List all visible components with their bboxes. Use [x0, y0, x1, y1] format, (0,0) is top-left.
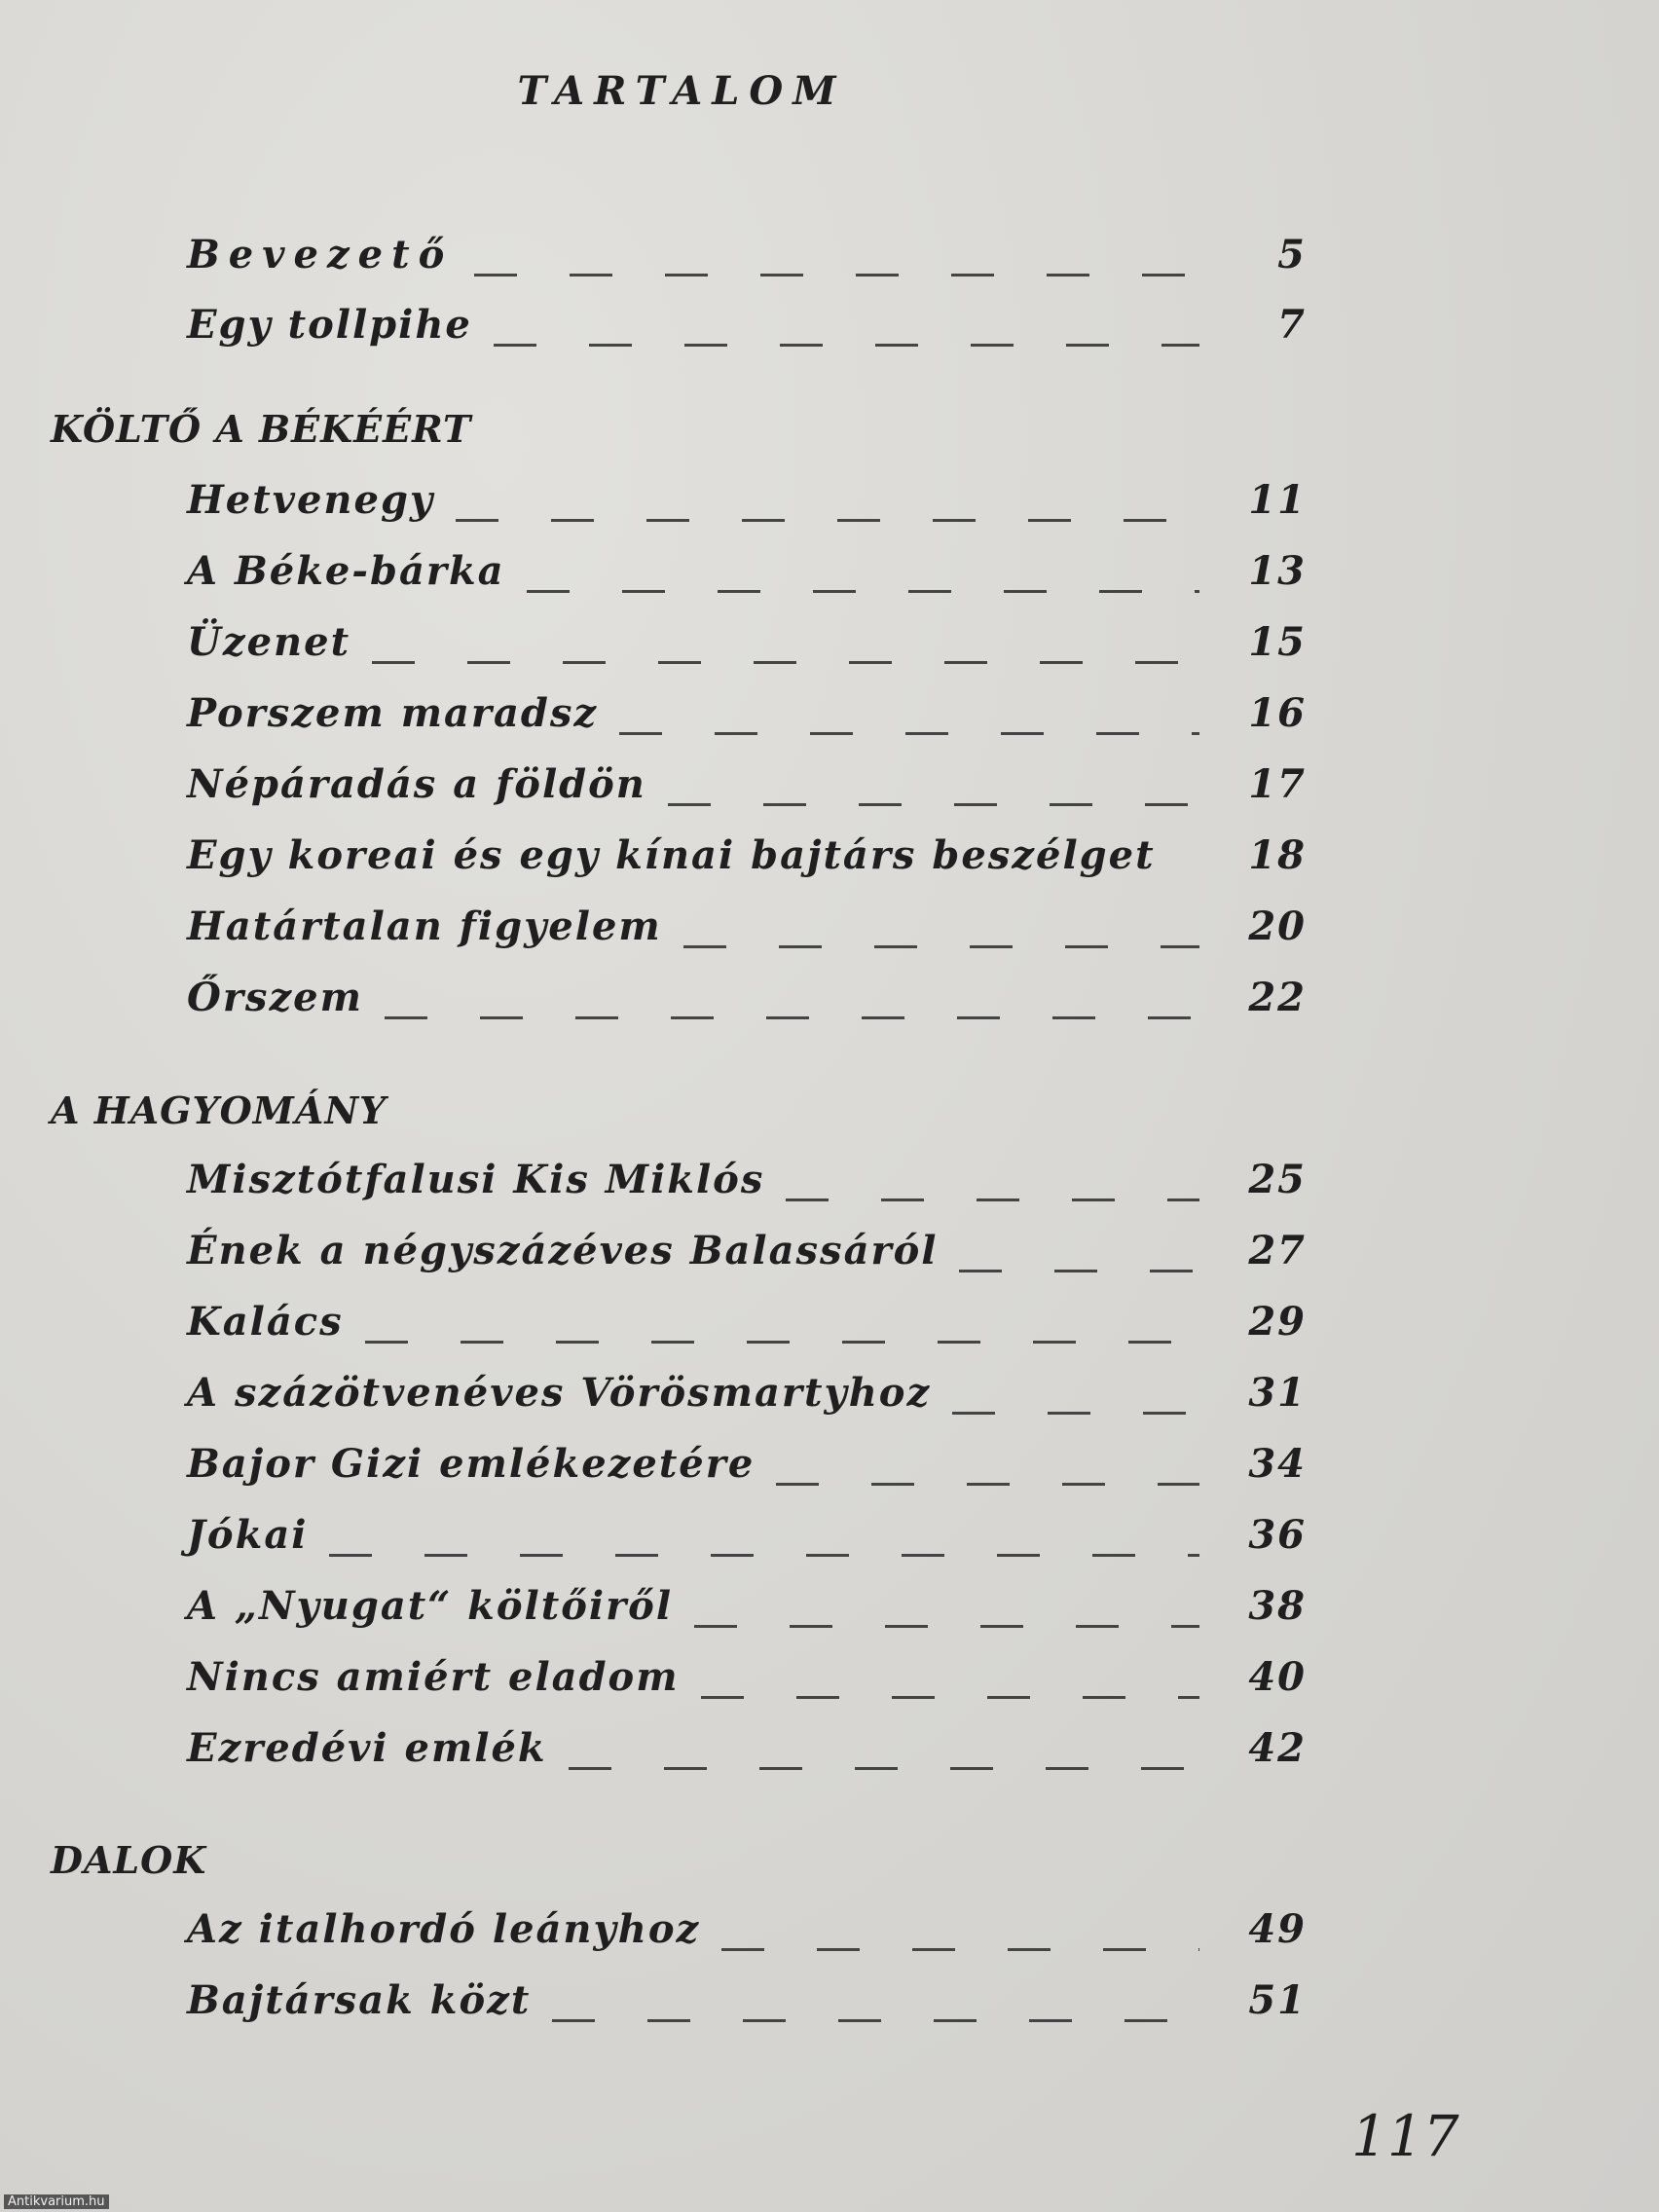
entry-page-number: 27 [1248, 1228, 1307, 1273]
toc-entry [187, 232, 1307, 286]
entry-title: Nincs amiért eladom [187, 1654, 680, 1700]
entry-page-number: 40 [1248, 1654, 1307, 1700]
toc-entry [187, 1157, 1307, 1211]
dot-leader [952, 1412, 1199, 1415]
entry-title: Üzenet [187, 619, 351, 665]
toc-entry [187, 761, 1307, 816]
dot-leader [329, 1554, 1199, 1557]
entry-page-number: 51 [1248, 1977, 1307, 2023]
dot-leader [569, 1767, 1199, 1770]
dot-leader [786, 1198, 1199, 1201]
dot-leader [474, 274, 1199, 276]
toc-entry [187, 975, 1307, 1029]
toc-entry [187, 1906, 1307, 1961]
entry-title: Ének a négyszázéves Balassáról [187, 1228, 939, 1273]
entry-page-number: 7 [1277, 302, 1307, 348]
entry-title: A százötvenéves Vörösmartyhoz [187, 1370, 932, 1416]
entry-title: A „Nyugat“ költőiről [187, 1583, 674, 1629]
toc-entry [187, 1512, 1307, 1567]
entry-title: Egy tollpihe [187, 302, 472, 348]
dot-leader [701, 1696, 1199, 1699]
dot-leader [365, 1341, 1199, 1344]
entry-title: A Béke-bárka [187, 548, 505, 594]
page-title: TARTALOM [517, 68, 846, 114]
entry-page-number: 36 [1248, 1512, 1307, 1558]
entry-page-number: 11 [1248, 477, 1307, 523]
dot-leader [494, 344, 1199, 347]
entry-page-number: 31 [1248, 1370, 1307, 1416]
toc-entry [187, 1370, 1307, 1424]
entry-title: Bajtársak közt [187, 1977, 532, 2023]
entry-page-number: 13 [1248, 548, 1307, 594]
toc-entry [187, 1299, 1307, 1353]
dot-leader [456, 519, 1199, 522]
entry-title: Bajor Gizi emlékezetére [187, 1441, 756, 1487]
entry-page-number: 16 [1248, 690, 1307, 736]
section-heading: KÖLTŐ A BÉKÉÉRT [51, 407, 472, 451]
dot-leader [694, 1625, 1199, 1628]
entry-page-number: 38 [1248, 1583, 1307, 1629]
toc-entry [187, 1654, 1307, 1709]
toc-entry [187, 903, 1307, 958]
entry-title: Ezredévi emlék [187, 1725, 547, 1771]
entry-page-number: 5 [1277, 232, 1307, 277]
entry-page-number: 18 [1248, 832, 1307, 878]
toc-entry [187, 548, 1307, 603]
dot-leader [527, 590, 1199, 593]
entry-title: Bevezető [187, 232, 454, 277]
entry-page-number: 49 [1248, 1906, 1307, 1952]
toc-entry [187, 477, 1307, 532]
dot-leader [668, 803, 1199, 806]
section-heading: DALOK [51, 1838, 207, 1882]
toc-entry [187, 619, 1307, 674]
dot-leader [385, 1016, 1199, 1019]
dot-leader [552, 2019, 1199, 2022]
entry-page-number: 29 [1248, 1299, 1307, 1345]
entry-page-number: 15 [1248, 619, 1307, 665]
section-heading: A HAGYOMÁNY [51, 1088, 387, 1132]
dot-leader [1177, 874, 1199, 877]
toc-entry [187, 1583, 1307, 1638]
dot-leader [776, 1483, 1199, 1486]
entry-title: Porszem maradsz [187, 690, 599, 736]
entry-title: Misztótfalusi Kis Miklós [187, 1157, 765, 1202]
entry-page-number: 17 [1248, 761, 1307, 807]
entry-title: Az italhordó leányhoz [187, 1906, 701, 1952]
entry-title: Hetvenegy [187, 477, 435, 523]
entry-title: Őrszem [187, 975, 363, 1020]
dot-leader [959, 1270, 1199, 1272]
entry-page-number: 34 [1248, 1441, 1307, 1487]
entry-title: Egy koreai és egy kínai bajtárs beszélget [187, 832, 1156, 878]
entry-page-number: 42 [1248, 1725, 1307, 1771]
dot-leader [683, 945, 1199, 948]
toc-entry [187, 1441, 1307, 1495]
dot-leader [372, 661, 1199, 664]
toc-entry [187, 1725, 1307, 1780]
watermark: Antikvarium.hu [4, 2194, 109, 2209]
toc-entry [187, 1228, 1307, 1282]
page-number: 117 [1351, 2103, 1459, 2169]
entry-title: Kalács [187, 1299, 344, 1345]
toc-entry [187, 1977, 1307, 2032]
entry-page-number: 20 [1248, 903, 1307, 949]
dot-leader [721, 1948, 1199, 1951]
entry-title: Népáradás a földön [187, 761, 646, 807]
toc-entry [187, 832, 1307, 887]
toc-entry [187, 302, 1307, 356]
entry-title: Jókai [187, 1512, 309, 1558]
entry-page-number: 25 [1248, 1157, 1307, 1202]
entry-title: Határtalan figyelem [187, 903, 662, 949]
dot-leader [619, 732, 1199, 735]
toc-entry [187, 690, 1307, 745]
entry-page-number: 22 [1248, 975, 1307, 1020]
